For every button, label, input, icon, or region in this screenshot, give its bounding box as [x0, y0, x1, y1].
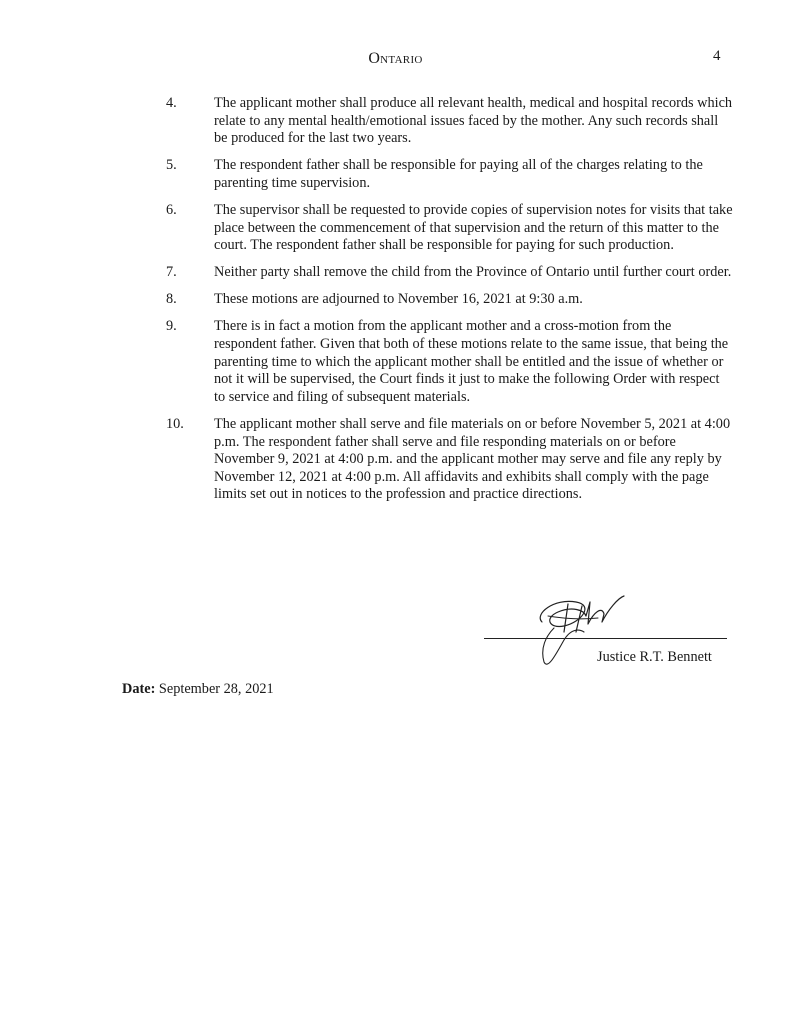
order-item [166, 416, 746, 504]
order-item [166, 318, 746, 406]
order-item [166, 157, 746, 192]
order-number: 5. [166, 157, 177, 174]
order-number: 6. [166, 201, 177, 218]
order-number: 7. [166, 264, 177, 281]
order-number: 10. [166, 415, 184, 432]
date-line [122, 681, 274, 698]
date-value: September 28, 2021 [158, 681, 274, 697]
order-item [166, 202, 746, 255]
order-text: The applicant mother shall produce all relevant health, medical and hospital records which relate to any mental health/emotional issues faced by the mother. Any such records shall be produced for the last two years. [214, 95, 733, 147]
order-text: The supervisor shall be requested to provide copies of supervision notes for visits that take place between the commencement of that supervision and the return of this matter to the court. The respondent father shall be responsible for paying for such production. [214, 201, 733, 254]
order-number: 8. [166, 291, 177, 308]
page-number: 4 [713, 48, 721, 64]
order-item [166, 291, 746, 309]
order-number: 4. [166, 95, 177, 111]
order-text: The applicant mother shall serve and file materials on or before November 5, 2021 at 4:00 p.m. The respondent father shall serve and file responding materials on or before November 9, 2021 at 4:00 p.m. and the applicant mother may serve and file any reply by November 12, 2021 at 4:00 p.m. All affidavits and exhibits shall comply with the page limits set out in notices to the profession and practice directions. [214, 415, 731, 503]
order-text: Neither party shall remove the child from the Province of Ontario until further court order. [214, 264, 732, 281]
judge-name: Justice R.T. Bennett [597, 649, 712, 665]
signature-block [484, 592, 729, 672]
order-item [166, 95, 746, 148]
date-label: Date: [122, 681, 156, 697]
order-number: 9. [166, 318, 177, 335]
order-text: There is in fact a motion from the applicant mother and a cross-motion from the respondent father. Given that both of these motions relate to the same issue, that being the parenting time to which the applicant mother shall be entitled and the issue of whether or not it will be supervised, the Court finds it just to make the following Order with respect to service and filing of subsequent materials. [214, 318, 729, 405]
order-list [166, 95, 746, 513]
page-header-court-name: Ontario [368, 50, 423, 67]
order-text: The respondent father shall be responsible for paying all of the charges relating to the parenting time supervision. [214, 157, 703, 191]
signature-line [484, 638, 727, 639]
order-text: These motions are adjourned to November 16, 2021 at 9:30 a.m. [214, 291, 583, 308]
order-item [166, 264, 746, 282]
